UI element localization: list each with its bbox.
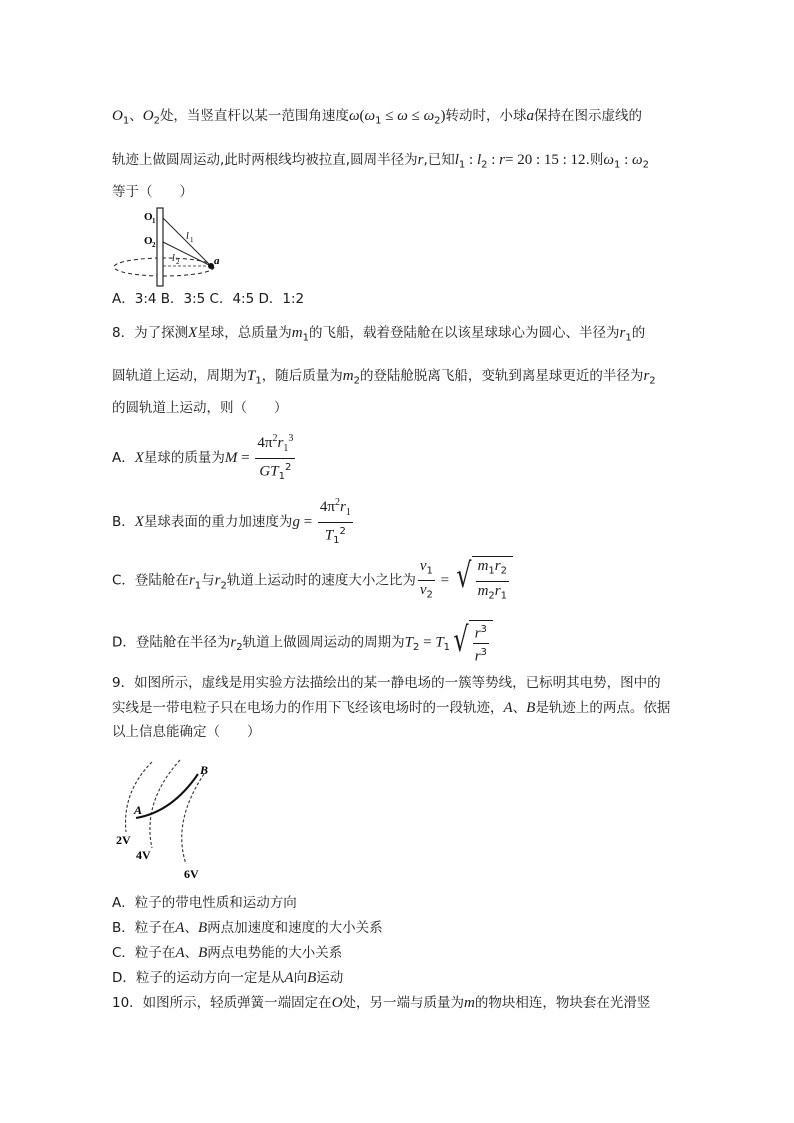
- q9-option-c: C．粒子在A、B两点电势能的大小关系: [112, 945, 343, 961]
- q7-line-1: $O_1$、$O_2$处，当竖直杆以某一范围角速度$\omega(\omega_1 \le \omega \le \omega_2)$转动时，小球a保持在图示虚线的: [112, 108, 643, 127]
- q8-option-d: D．登陆舱在半径为$r_2$轨道上做圆周运动的周期为$T_2 = T_1$ √ $\frac{r^3}{r^3}$: [112, 620, 493, 670]
- label-o2: O: [144, 235, 153, 247]
- q9-option-a: A．粒子的带电性质和运动方向: [112, 895, 297, 911]
- q9-field-figure: [112, 752, 222, 880]
- q10-line-1: 10．如图所示，轻质弹簧一端固定在O处，另一端与质量为m的物块相连，物块套在光滑竖: [112, 995, 651, 1011]
- q9-line-1: 9．如图所示，虚线是用实验方法描绘出的某一静电场的一簇等势线，已标明其电势，图中的: [112, 675, 661, 691]
- equipotential-4v: [150, 760, 180, 848]
- svg-text:2: 2: [152, 241, 156, 249]
- circular-orbit: [114, 258, 214, 276]
- q9-option-b: B．粒子在A、B两点加速度和速度的大小关系: [112, 920, 383, 936]
- q8-line-1: 8．为了探测X星球，总质量为$m_1$的飞船，载着登陆舱在以该星球球心为圆心、半径为$r_1$的: [112, 325, 646, 344]
- equipotential-2v: [126, 762, 152, 832]
- q9-option-d: D．粒子的运动方向一定是从A向B运动: [112, 970, 344, 986]
- label-2v: 2V: [116, 833, 131, 847]
- label-o1: O: [144, 211, 153, 223]
- svg-text:1: 1: [152, 217, 156, 225]
- q7-line-3: 等于（ ）: [112, 184, 193, 200]
- label-4v: 4V: [136, 848, 151, 862]
- q8-line-2: 圆轨道上运动，周期为$T_1$，随后质量为$m_2$的登陆舱脱离飞船，变轨到离星球更近的半径为$r_2$: [112, 368, 656, 387]
- label-l2: l: [172, 253, 175, 264]
- q8-option-c: C．登陆舱在$r_1$与$r_2$轨道上运动时的速度大小之比为 $\frac{v_1}{v_2}$ = √ $\frac{m_1r_2}{m_2r_1}$: [112, 556, 513, 608]
- equipotential-6v: [182, 774, 204, 864]
- q7-line-2: 轨迹上做圆周运动,此时两根线均被拉直,圆周半径为r,已知$l_1$ : $l_2$ : r= 20 : 15 : 12.则$\omega_1$ : $\omega_2$: [112, 152, 649, 171]
- q7-options: A．3:4 B．3:5 C．4:5 D．1:2: [112, 291, 305, 307]
- label-6v: 6V: [184, 867, 199, 880]
- q8-option-a: A．X星球的质量为M = $\frac{4\pi^2r_1^3}{GT_1^2}$: [112, 430, 297, 486]
- q9-line-2: 实线是一带电粒子只在电场力的作用下飞经该电场时的一段轨迹，A、B是轨迹上的两点。依据: [112, 700, 671, 716]
- q7-rod-figure: [112, 204, 232, 290]
- label-a: A: [134, 803, 143, 817]
- label-b: B: [200, 763, 209, 777]
- vertical-rod: [157, 208, 163, 286]
- q8-line-3: 的圆轨道上运动，则（ ）: [112, 400, 288, 416]
- label-a: a: [214, 255, 220, 267]
- q8-option-b: B．X星球表面的重力加速度为g = $\frac{4\pi^2r_1}{T_1^2}$: [112, 494, 355, 550]
- label-l1: l: [186, 231, 189, 242]
- svg-text:1: 1: [190, 236, 194, 244]
- string-l2: [163, 242, 211, 266]
- svg-text:2: 2: [176, 258, 180, 266]
- q9-line-3: 以上信息能确定（ ）: [112, 724, 261, 740]
- trajectory-line: [136, 774, 198, 818]
